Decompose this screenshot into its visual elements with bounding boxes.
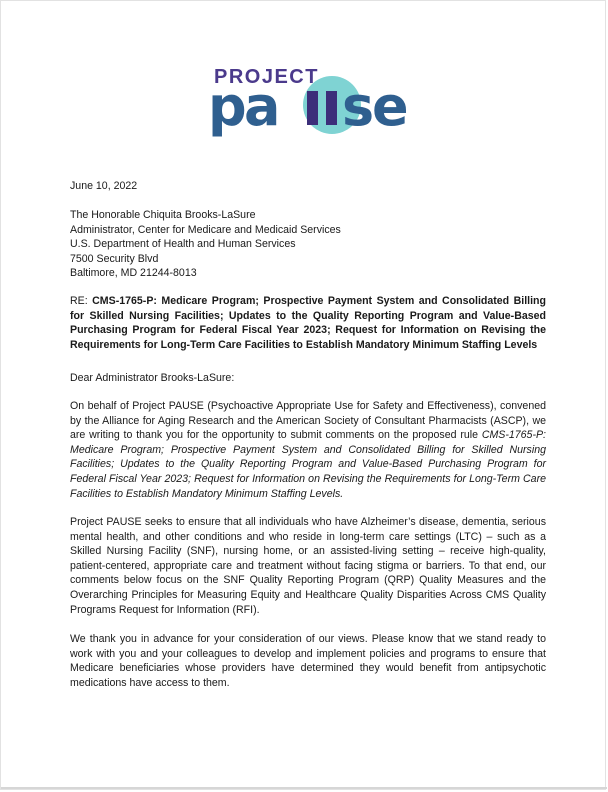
- logo-u-bar-right: [326, 91, 337, 125]
- recipient-department: U.S. Department of Health and Human Services: [70, 238, 296, 251]
- project-pause-logo: [206, 61, 416, 141]
- page-bottom-edge: [1, 787, 607, 789]
- recipient-city: Baltimore, MD 21244-8013: [70, 267, 197, 280]
- recipient-name: The Honorable Chiquita Brooks-LaSure: [70, 209, 256, 221]
- logo-letter-p: p: [208, 75, 247, 138]
- paragraph-intro: [70, 399, 546, 501]
- recipient-street: 7500 Security Blvd: [70, 252, 159, 265]
- logo-u-bar-left: [307, 91, 318, 125]
- re-prefix: RE:: [70, 295, 93, 307]
- re-subject: CMS-1765-P: Medicare Program; Prospective Payment System and Consolidated Billing for Skilled Nursing Facilities; Updates to the Quality Reporting Program and Value-Based Purchasing Program for Federal Fiscal Year 2023; Request for Information on Revising the Requirements for Long-Term Care Facilities to Establish Mandatory Minimum Staffing Levels: [70, 295, 547, 351]
- recipient-title: Administrator, Center for Medicare and Medicaid Services: [70, 223, 341, 236]
- paragraph-intro-rule-title: CMS-1765-P: Medicare Program; Prospective Payment System and Consolidated Billing for Skilled Nursing Facilities; Updates to the Quality Reporting Program and Value-Based Purchasing Program for Federal Fiscal Year 2023; Request for Information on Revising the Requirements for Long-Term Care Facilities to Establish Mandatory Minimum Staffing Levels.: [70, 429, 546, 500]
- logo-project-text: PROJECT: [214, 66, 319, 88]
- logo-letter-e: e: [372, 75, 409, 138]
- recipient-address: [70, 208, 546, 281]
- paragraph-closing: We thank you in advance for your consideration of our views. Please know that we stand ready to work with you and your colleagues to develop and implement policies and programs to ensure that Medicare beneficiaries whose providers have determined they would benefit from antipsychotic medications have access to them.: [70, 633, 546, 689]
- re-line: [70, 294, 546, 352]
- project-pause-logo-graphic: [206, 61, 416, 141]
- paragraph-intro-text: On behalf of Project PAUSE (Psychoactive Appropriate Use for Safety and Effectiveness), convened by the Alliance for Aging Research and the American Society of Consultant Pharmacists (ASCP), we are writing to thank you for the opportunity to submit comments on the proposed rule: [70, 400, 546, 442]
- salutation: Dear Administrator Brooks-LaSure:: [70, 372, 235, 384]
- logo-letter-s: s: [342, 75, 375, 138]
- logo-letter-a: a: [244, 75, 281, 138]
- letter-date: June 10, 2022: [70, 180, 138, 192]
- paragraph-mission: Project PAUSE seeks to ensure that all individuals who have Alzheimer’s disease, dementia, serious mental health, and other conditions and who reside in long-term care settings (LTC) – such as a Skilled Nursing Facility (SNF), nursing home, or an assisted-living setting – receive high-quality, patient-centered, appropriate care and treatment without facing stigma or barriers. To that end, our comments below focus on the SNF Quality Reporting Program (QRP) Quality Measures and the Overarching Principles for Measuring Equity and Healthcare Quality Disparities Across CMS Quality Programs Request for Information (RFI).: [70, 516, 546, 616]
